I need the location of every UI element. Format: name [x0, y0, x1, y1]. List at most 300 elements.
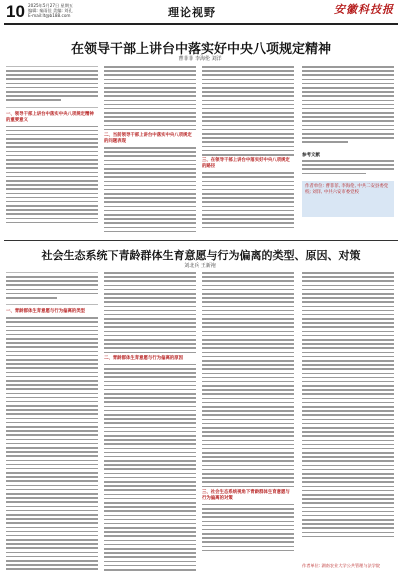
text-line: [302, 494, 394, 496]
text-line: [202, 154, 294, 156]
text-line: [104, 352, 196, 354]
text-line: [302, 335, 394, 337]
text-line: [6, 126, 98, 128]
text-line: [104, 406, 196, 408]
article1-subhead-3: 三、在领导干部上讲台中落实好中央八项规定的路径: [202, 158, 290, 170]
text-line: [202, 335, 294, 337]
text-line: [104, 347, 196, 349]
text-line: [202, 95, 294, 97]
text-line: [6, 334, 98, 336]
text-line: [6, 547, 98, 549]
text-line: [6, 430, 98, 432]
text-line: [202, 210, 294, 212]
text-line: [202, 419, 294, 421]
contact-email: E-mail:lt@b188.com: [28, 13, 71, 19]
text-line: [104, 414, 196, 416]
text-line: [202, 326, 294, 328]
article2-column-4: [302, 272, 394, 560]
text-line: [202, 414, 294, 416]
text-line: [104, 314, 196, 316]
text-line: [302, 83, 394, 85]
text-line: [104, 155, 196, 157]
text-line: [6, 276, 98, 278]
text-line: [6, 455, 98, 457]
text-line: [302, 465, 394, 467]
text-line: [202, 465, 294, 467]
text-line: [202, 314, 294, 316]
text-line: [202, 504, 294, 506]
text-line: [302, 507, 394, 509]
text-line: [302, 125, 394, 127]
text-line: [104, 494, 196, 496]
text-line: [302, 460, 394, 462]
text-line: [202, 150, 294, 152]
text-line: [202, 352, 294, 354]
text-line: [302, 536, 394, 538]
text-line: [302, 398, 394, 400]
text-line: [6, 413, 98, 415]
text-line: [202, 120, 294, 122]
text-line: [302, 452, 394, 454]
article1-title: 在领导干部上讲台中落实好中央八项规定精神: [70, 42, 331, 57]
text-line: [302, 477, 394, 479]
text-line: [202, 214, 294, 216]
text-line: [104, 125, 196, 127]
text-line: [302, 431, 394, 433]
text-line: [104, 485, 196, 487]
text-line: [6, 134, 98, 136]
text-line: [104, 427, 196, 429]
text-line: [6, 367, 98, 369]
text-line: [302, 481, 394, 483]
text-line: [6, 363, 98, 365]
text-line: [6, 355, 98, 357]
text-line: [6, 489, 98, 491]
text-line: [302, 373, 394, 375]
text-line: [104, 339, 196, 341]
text-line: [202, 516, 294, 518]
text-line: [104, 364, 196, 366]
text-line: [6, 418, 98, 420]
text-line: [202, 385, 294, 387]
text-line: [6, 138, 98, 140]
text-line: [6, 376, 98, 378]
text-line: [6, 205, 98, 207]
text-line: [202, 146, 294, 148]
text-line: [6, 193, 98, 195]
text-line: [104, 397, 196, 399]
text-line: [6, 346, 98, 348]
text-line: [6, 172, 98, 174]
text-line: [6, 74, 98, 76]
text-line: [6, 321, 98, 323]
text-line: [302, 406, 394, 408]
article1-column-2: [104, 66, 196, 234]
text-line: [6, 439, 98, 441]
text-line: [302, 141, 348, 143]
text-line: [104, 100, 196, 102]
text-line: [6, 188, 98, 190]
article2-column-1: [6, 272, 98, 572]
text-line: [302, 293, 394, 295]
text-line: [104, 129, 196, 131]
text-line: [104, 310, 196, 312]
text-line: [202, 477, 294, 479]
text-line: [202, 393, 294, 395]
text-line: [202, 481, 294, 483]
text-line: [202, 141, 294, 143]
text-line: [104, 385, 196, 387]
text-line: [202, 100, 294, 102]
text-line: [104, 418, 196, 420]
text-line: [6, 330, 98, 332]
text-line: [6, 556, 98, 558]
text-line: [104, 401, 196, 403]
text-line: [104, 185, 196, 187]
text-line: [104, 301, 196, 303]
text-line: [202, 406, 294, 408]
article1-subhead-2: 二、当前领导干部上讲台中落实中央八项规定的问题表现: [104, 133, 192, 144]
text-line: [104, 218, 196, 220]
text-line: [6, 447, 98, 449]
text-line: [6, 289, 98, 291]
text-line: [202, 83, 294, 85]
text-line: [104, 343, 196, 345]
text-line: [104, 222, 196, 224]
text-line: [104, 523, 196, 525]
text-line: [104, 535, 196, 537]
text-line: [104, 231, 196, 233]
text-line: [302, 414, 394, 416]
text-line: [202, 272, 294, 274]
text-line: [202, 541, 294, 543]
text-line: [202, 377, 294, 379]
text-line: [104, 104, 196, 106]
text-line: [6, 159, 98, 161]
text-line: [104, 201, 196, 203]
text-line: [202, 364, 294, 366]
text-line: [6, 552, 98, 554]
text-line: [202, 360, 294, 362]
text-line: [104, 544, 196, 546]
text-line: [104, 331, 196, 333]
text-line: [6, 464, 98, 466]
text-line: [104, 108, 196, 110]
text-line: [202, 452, 294, 454]
text-line: [302, 515, 394, 517]
text-line: [104, 293, 196, 295]
text-line: [104, 422, 196, 424]
text-line: [6, 70, 98, 72]
text-line: [302, 385, 394, 387]
text-line: [104, 181, 196, 183]
text-line: [104, 70, 196, 72]
text-line: [104, 443, 196, 445]
text-line: [202, 460, 294, 462]
text-line: [6, 146, 98, 148]
text-line: [202, 381, 294, 383]
text-line: [202, 525, 294, 527]
text-line: [6, 338, 98, 340]
text-line: [6, 167, 98, 169]
text-line: [104, 91, 196, 93]
text-line: [104, 460, 196, 462]
text-line: [202, 310, 294, 312]
text-line: [6, 518, 98, 520]
text-line: [302, 95, 394, 97]
text-line: [104, 519, 196, 521]
text-line: [302, 74, 394, 76]
article1-references: [302, 160, 394, 180]
text-line: [6, 401, 98, 403]
text-line: [104, 176, 196, 178]
text-line: [302, 519, 394, 521]
text-line: [302, 427, 394, 429]
text-line: [302, 377, 394, 379]
text-line: [202, 343, 294, 345]
article1-references-label: 参考文献: [302, 153, 320, 158]
text-line: [6, 472, 98, 474]
article1-abstract: [6, 66, 98, 108]
text-line: [104, 510, 196, 512]
text-line: [6, 422, 98, 424]
text-line: [202, 116, 294, 118]
text-line: [202, 448, 294, 450]
text-line: [6, 351, 98, 353]
text-line: [202, 289, 294, 291]
text-line: [6, 284, 98, 286]
text-line: [202, 79, 294, 81]
text-line: [302, 301, 394, 303]
text-line: [202, 104, 294, 106]
text-line: [302, 272, 394, 274]
text-line: [6, 531, 98, 533]
text-line: [104, 306, 196, 308]
text-line: [6, 201, 98, 203]
text-line: [202, 529, 294, 531]
text-line: [104, 410, 196, 412]
article1-column-4: [302, 66, 394, 150]
text-line: [104, 439, 196, 441]
text-line: [6, 560, 98, 562]
text-line: [302, 486, 394, 488]
text-line: [6, 91, 98, 93]
text-line: [104, 489, 196, 491]
article2-subhead-2: 二、青龄群体生育意愿与行为偏离的原因: [104, 355, 184, 361]
text-line: [202, 197, 294, 199]
text-line: [6, 380, 98, 382]
text-line: [302, 108, 394, 110]
text-line: [202, 512, 294, 514]
text-line: [302, 168, 394, 170]
text-line: [302, 289, 394, 291]
text-line: [104, 556, 196, 558]
text-line: [104, 318, 196, 320]
text-line: [6, 142, 98, 144]
text-line: [202, 398, 294, 400]
text-line: [6, 342, 98, 344]
issue-date: 2025年5月27日 星期五: [28, 3, 74, 8]
text-line: [104, 515, 196, 517]
text-line: [6, 83, 98, 85]
text-line: [302, 389, 394, 391]
text-line: [6, 388, 98, 390]
text-line: [302, 368, 394, 370]
text-line: [104, 527, 196, 529]
article-divider: [4, 240, 398, 241]
text-line: [202, 74, 294, 76]
text-line: [202, 550, 294, 552]
article1-column-3: [202, 66, 294, 234]
text-line: [6, 501, 98, 503]
text-line: [302, 322, 394, 324]
text-line: [202, 356, 294, 358]
text-line: [6, 493, 98, 495]
text-line: [6, 434, 98, 436]
text-line: [104, 66, 196, 68]
text-line: [202, 276, 294, 278]
text-line: [302, 435, 394, 437]
text-line: [302, 523, 394, 525]
text-line: [104, 160, 196, 162]
text-line: [202, 427, 294, 429]
text-line: [6, 405, 98, 407]
text-line: [6, 543, 98, 545]
text-line: [6, 539, 98, 541]
text-line: [104, 452, 196, 454]
text-line: [202, 66, 294, 68]
text-line: [104, 214, 196, 216]
text-line: [302, 410, 394, 412]
text-line: [6, 218, 98, 220]
text-line: [104, 297, 196, 299]
text-line: [104, 561, 196, 563]
text-line: [6, 78, 98, 80]
text-line: [302, 419, 394, 421]
text-line: [104, 168, 196, 170]
text-line: [104, 116, 196, 118]
text-line: [202, 533, 294, 535]
text-line: [202, 537, 294, 539]
text-line: [302, 276, 394, 278]
text-line: [202, 435, 294, 437]
text-line: [6, 359, 98, 361]
text-line: [104, 552, 196, 554]
text-line: [6, 130, 98, 132]
text-line: [104, 381, 196, 383]
text-line: [302, 116, 394, 118]
text-line: [104, 464, 196, 466]
article1-author-note: 作者单位: 曹菲菲, 李海伦, 中共二安县委党校; 刘洋, 中共六安市委党校: [302, 181, 394, 217]
text-line: [6, 535, 98, 537]
text-line: [302, 402, 394, 404]
text-line: [302, 498, 394, 500]
text-line: [104, 74, 196, 76]
text-line: [202, 431, 294, 433]
text-line: [104, 189, 196, 191]
text-line: [6, 213, 98, 215]
text-line: [202, 70, 294, 72]
header-rule: [4, 23, 398, 25]
text-line: [6, 176, 98, 178]
text-line: [202, 185, 294, 187]
text-line: [302, 339, 394, 341]
text-line: [6, 372, 98, 374]
text-line: [104, 272, 196, 274]
text-line: [302, 343, 394, 345]
text-line: [104, 112, 196, 114]
text-line: [6, 317, 98, 319]
text-line: [6, 297, 57, 299]
text-line: [202, 473, 294, 475]
text-line: [104, 210, 196, 212]
text-line: [6, 522, 98, 524]
article2-column-2: [104, 272, 196, 572]
text-line: [302, 352, 394, 354]
text-line: [302, 104, 394, 106]
text-line: [202, 339, 294, 341]
text-line: [6, 163, 98, 165]
text-line: [104, 481, 196, 483]
text-line: [104, 368, 196, 370]
text-line: [202, 318, 294, 320]
text-line: [202, 423, 294, 425]
text-line: [6, 514, 98, 516]
text-line: [6, 151, 98, 153]
text-line: [302, 364, 394, 366]
text-line: [302, 527, 394, 529]
text-line: [202, 201, 294, 203]
text-line: [302, 331, 394, 333]
text-line: [302, 502, 394, 504]
text-line: [302, 532, 394, 534]
text-line: [104, 83, 196, 85]
text-line: [104, 531, 196, 533]
text-line: [302, 360, 394, 362]
text-line: [202, 486, 294, 488]
text-line: [104, 147, 196, 149]
text-line: [6, 95, 98, 97]
text-line: [6, 180, 98, 182]
text-line: [202, 444, 294, 446]
text-line: [6, 280, 98, 282]
text-line: [6, 468, 98, 470]
text-line: [6, 506, 98, 508]
text-line: [104, 197, 196, 199]
text-line: [202, 306, 294, 308]
text-line: [104, 548, 196, 550]
text-line: [104, 95, 196, 97]
section-title: 理论视野: [168, 6, 216, 19]
text-line: [104, 172, 196, 174]
text-line: [302, 314, 394, 316]
text-line: [302, 91, 394, 93]
text-line: [6, 460, 98, 462]
text-line: [202, 181, 294, 183]
text-line: [302, 440, 394, 442]
text-line: [302, 66, 394, 68]
text-line: [6, 497, 98, 499]
text-line: [302, 133, 394, 135]
text-line: [302, 100, 394, 102]
text-line: [202, 133, 294, 135]
text-line: [202, 347, 294, 349]
text-line: [202, 189, 294, 191]
text-line: [104, 468, 196, 470]
text-line: [6, 476, 98, 478]
text-line: [104, 473, 196, 475]
page-header: [0, 0, 402, 32]
